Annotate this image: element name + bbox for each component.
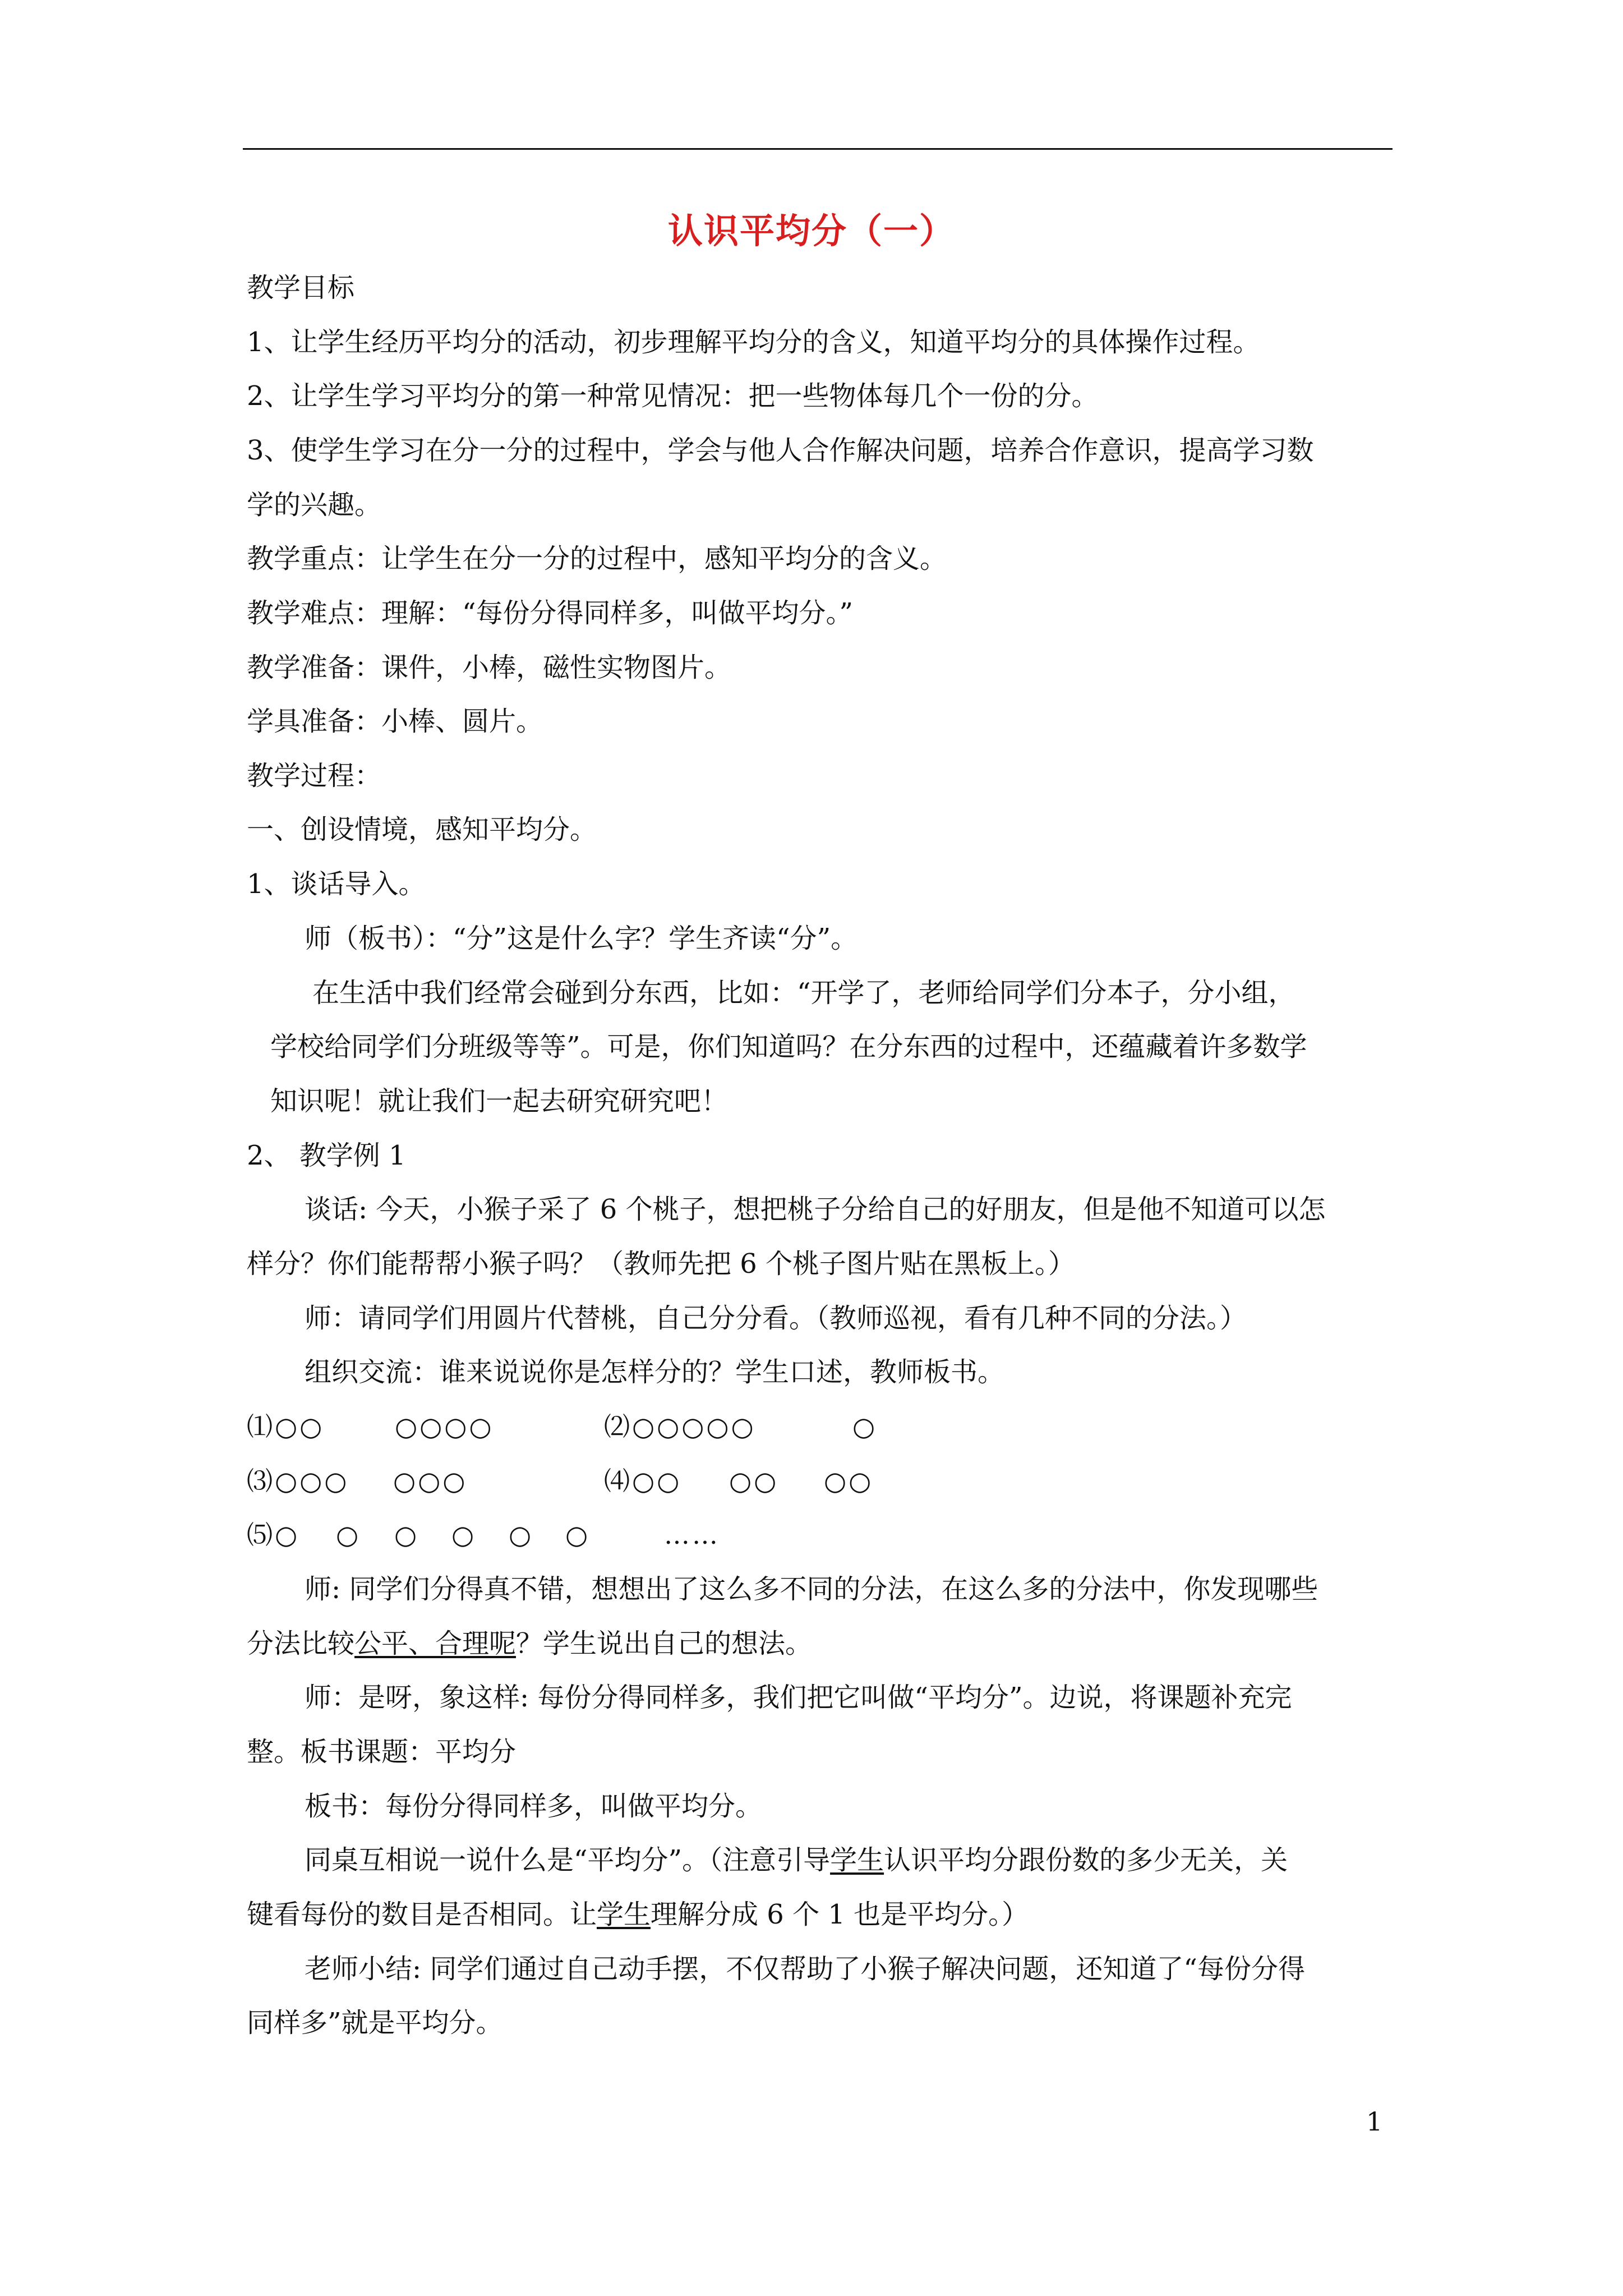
division-group: ○○ bbox=[729, 1466, 779, 1496]
paragraph-line: 师：是呀，象这样: 每份分得同样多，我们把它叫做“平均分”。边说，将课题补充完 bbox=[305, 1682, 1292, 1713]
division-group: ⑸○ bbox=[247, 1520, 300, 1550]
paragraph-line: 师：请同学们用圆片代替桃，自己分分看。（教师巡视，看有几种不同的分法。） bbox=[305, 1303, 1247, 1334]
division-group: ○○ bbox=[824, 1466, 874, 1496]
paragraph-line: 谈话: 今天，小猴子采了 6 个桃子，想把桃子分给自己的好朋友，但是他不知道可以怎 bbox=[305, 1194, 1326, 1225]
division-group: ⑷○○ bbox=[604, 1466, 682, 1496]
paragraph-line: 2、 教学例 1 bbox=[247, 1140, 406, 1171]
division-group: ○ bbox=[451, 1520, 477, 1550]
paragraph-line: 同样多”就是平均分。 bbox=[247, 2007, 503, 2039]
header-rule bbox=[243, 148, 1393, 150]
paragraph-line: 1、让学生经历平均分的活动，初步理解平均分的含义，知道平均分的具体操作过程。 bbox=[247, 326, 1260, 358]
paragraph-line: 教学准备：课件，小棒，磁性实物图片。 bbox=[247, 652, 732, 683]
paragraph-line: 老师小结: 同学们通过自己动手摆，不仅帮助了小猴子解决问题，还知道了“每份分得 bbox=[305, 1953, 1305, 1985]
paragraph-line bbox=[247, 1623, 812, 1664]
paragraph-line: 学校给同学们分班级等等”。可是，你们知道吗？在分东西的过程中，还蕴藏着许多数学 bbox=[270, 1031, 1307, 1062]
section-heading: 教学过程： bbox=[247, 760, 382, 792]
section-heading: 教学目标 bbox=[247, 272, 355, 303]
division-group: ○ bbox=[394, 1520, 419, 1550]
underlined-text: 学生 bbox=[830, 1844, 884, 1876]
paragraph-line: 在生活中我们经常会碰到分东西，比如：“开学了，老师给同学们分本子，分小组， bbox=[312, 977, 1295, 1009]
text-run: 认识平均分跟份数的多少无关，关 bbox=[884, 1844, 1288, 1876]
text-run: 理解分成 6 个 1 也是平均分。） bbox=[651, 1899, 1029, 1930]
paragraph-line: 整。板书课题：平均分 bbox=[247, 1736, 517, 1768]
division-group: ⑵○○○○○ bbox=[604, 1411, 756, 1442]
paragraph-line: 师（板书）：“分”这是什么字？学生齐读“分”。 bbox=[305, 923, 858, 954]
underlined-text: 学生 bbox=[597, 1899, 651, 1930]
text-run: ？学生说出自己的想法。 bbox=[516, 1628, 813, 1659]
paragraph-line: 知识呢！就让我们一起去研究研究吧！ bbox=[270, 1085, 728, 1117]
division-group: ○ bbox=[336, 1520, 361, 1550]
division-group: ○○○○ bbox=[395, 1411, 494, 1442]
underlined-text: 公平、合理呢 bbox=[354, 1628, 517, 1659]
paragraph-line: 教学难点：理解：“每份分得同样多，叫做平均分。” bbox=[247, 597, 854, 629]
division-group: ○ bbox=[509, 1520, 534, 1550]
text-run: 键看每份的数目是否相同。让 bbox=[247, 1899, 597, 1930]
paragraph-line bbox=[305, 1840, 1288, 1880]
division-group: ○ bbox=[852, 1411, 878, 1442]
paragraph-line: 学具准备：小棒、圆片。 bbox=[247, 706, 543, 737]
division-group: ⑶○○○ bbox=[247, 1466, 349, 1496]
paragraph-line: 学的兴趣。 bbox=[247, 489, 382, 521]
paragraph-line bbox=[247, 1894, 1029, 1935]
section-heading: 一、创设情境，感知平均分。 bbox=[247, 814, 597, 845]
paragraph-line: 样分？你们能帮帮小猴子吗？（教师先把 6 个桃子图片贴在黑板上。） bbox=[247, 1248, 1076, 1280]
division-group: ⑴○○ bbox=[247, 1411, 325, 1442]
document-title: 认识平均分（一） bbox=[667, 210, 955, 251]
paragraph-line: 教学重点：让学生在分一分的过程中，感知平均分的含义。 bbox=[247, 543, 947, 574]
paragraph-line: 3、使学生学习在分一分的过程中，学会与他人合作解决问题，培养合作意识，提高学习数 bbox=[247, 435, 1314, 466]
page-number: 1 bbox=[1366, 2106, 1383, 2137]
ellipsis: …… bbox=[664, 1520, 720, 1550]
text-run: 分法比较 bbox=[247, 1628, 355, 1659]
paragraph-line: 板书：每份分得同样多，叫做平均分。 bbox=[305, 1791, 763, 1822]
text-run: 同桌互相说一说什么是“平均分”。（注意引导 bbox=[305, 1844, 831, 1876]
division-group: ○ bbox=[565, 1520, 591, 1550]
paragraph-line: 1、谈话导入。 bbox=[247, 868, 426, 900]
paragraph-line: 组织交流：谁来说说你是怎样分的？学生口述，教师板书。 bbox=[305, 1356, 1005, 1388]
paragraph-line: 2、让学生学习平均分的第一种常见情况：把一些物体每几个一份的分。 bbox=[247, 380, 1099, 412]
paragraph-line: 师: 同学们分得真不错，想想出了这么多不同的分法，在这么多的分法中，你发现哪些 bbox=[305, 1573, 1318, 1605]
division-group: ○○○ bbox=[393, 1466, 468, 1496]
